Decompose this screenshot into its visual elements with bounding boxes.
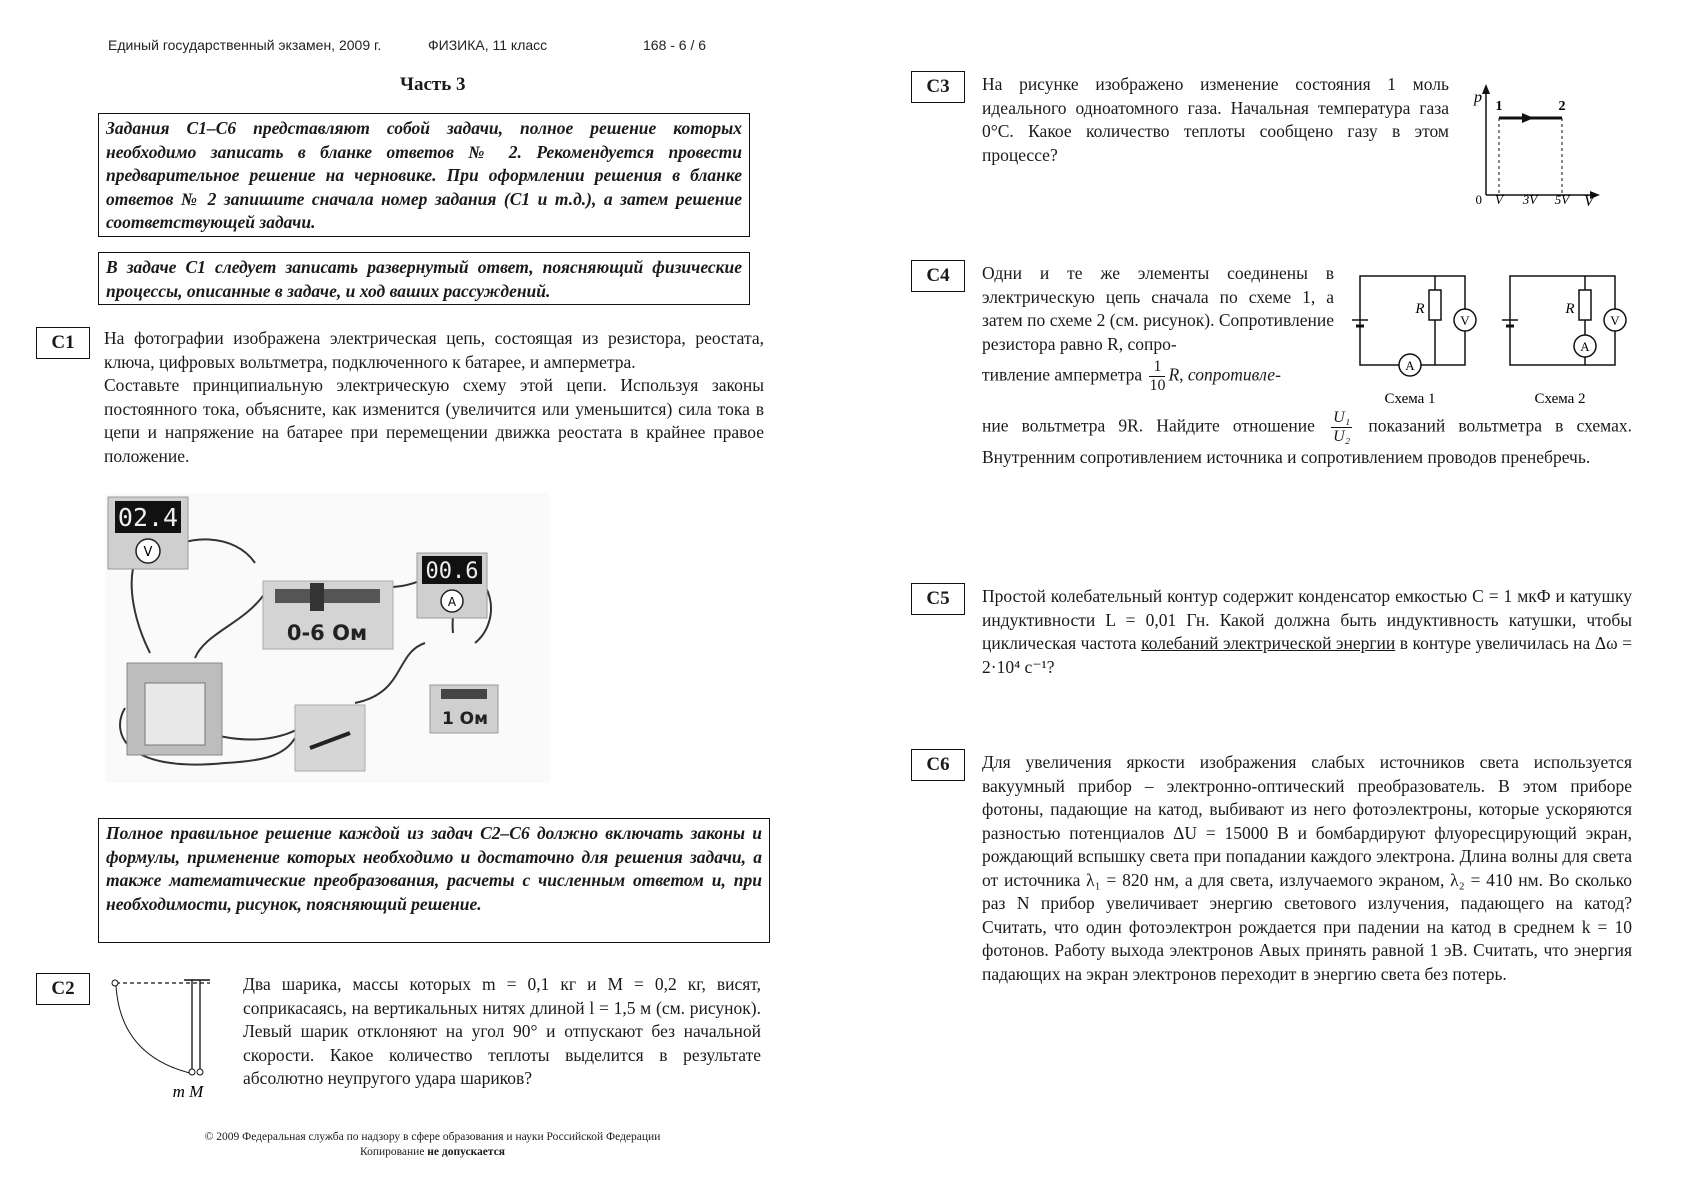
circuit-schemes (1350, 268, 1635, 410)
origin-label: 0 (1475, 192, 1482, 207)
footer-copy-pre: Копирование (359, 1146, 428, 1158)
part-title: Часть 3 (400, 74, 466, 95)
task-c4-c-post: показаний вольтметра в схемах. Внутренним сопротивлением источника и сопротивлением проводов пренебречь. (982, 415, 1633, 467)
task-c4-b-pre: тивление амперметра (982, 364, 1143, 385)
task-c1-paragraph-1: На фотографии изображена электрическая цепь, состоящая из резистора, реостата, ключа, цифровых вольтметра, подключенного к батарее, и амперметра. (104, 328, 764, 372)
fraction-2-num: U₁ (1333, 409, 1351, 426)
ammeter-symbol: A (447, 595, 457, 609)
ball-M (197, 1069, 203, 1075)
instruction-box-3: Полное правильное решение каждой из задач С2–С6 должно включать законы и формулы, применение которых необходимо и достаточно для решения задачи, а также математические преобразования, расчеты с численным ответом и, при необходимости, рисунок, поясняющий решение. (98, 818, 770, 943)
task-c1-paragraph-2: Составьте принципиальную электрическую схему этой цепи. Используя законы постоянного тока, объясните, как изменится (увеличится или уменьшится) сила тока в цепи и напряжение на батарее при перемещении движка реостата в крайнее правое положение. (104, 375, 764, 466)
task-c4-text-c (982, 409, 1632, 470)
fraction-2-den: U₂ (1333, 428, 1351, 445)
p-axis-arrow (1482, 84, 1490, 94)
resistor-element (441, 689, 487, 699)
ball-deflected (112, 980, 118, 986)
task-label-c3: С3 (911, 71, 965, 103)
pendulum-figure (108, 975, 228, 1100)
task-label-c1: С1 (36, 327, 90, 359)
battery-cell (145, 683, 205, 745)
pendulum-masses-label: m M (172, 1082, 204, 1100)
ammeter-display: 00.6 (425, 559, 479, 584)
task-c4-text-b (982, 358, 1342, 395)
tick-5v: 5V (1554, 192, 1570, 207)
task-label-c4: С4 (911, 260, 965, 292)
scheme2-resistor-symbol: R (1565, 301, 1575, 317)
footer-copy-note (160, 1145, 705, 1160)
scheme-1-caption: Схема 1 (1384, 391, 1436, 407)
fraction-1-den: 10 (1149, 377, 1166, 394)
fraction-one-tenth (1149, 358, 1165, 395)
tick-3v: 3V (1522, 192, 1538, 207)
scheme2-voltmeter-symbol: V (1610, 313, 1620, 328)
task-label-c5: С5 (911, 583, 965, 615)
subject-title: ФИЗИКА, 11 класс (428, 37, 548, 53)
voltmeter-display: 02.4 (117, 503, 179, 532)
p-axis-label: p (1474, 89, 1482, 106)
swing-arc (116, 985, 190, 1073)
task-c1-text (104, 327, 764, 468)
scheme2-ammeter-symbol: A (1580, 339, 1590, 354)
scheme-2-caption: Схема 2 (1534, 391, 1586, 407)
scheme-2 (1502, 276, 1626, 365)
v-axis-label: V (1584, 193, 1594, 210)
task-c4-text-a: Одни и те же элементы соединены в электрическую цепь сначала по схеме 1, а затем по схеме 2 (см. рисунок). Сопротивление резистора равно R, сопро- (982, 263, 1334, 354)
key-body (295, 705, 365, 771)
task-c3-text: На рисунке изображено изменение состояния 1 моль идеального одноатомного газа. Начальная температура газа 0°С. Какое количество теплоты сообщено газу в этом процессе? (982, 74, 1449, 165)
rheostat-label: 0-6 Ом (286, 621, 368, 645)
tick-v: V (1495, 192, 1503, 207)
resistor-label: 1 Ом (441, 709, 489, 729)
task-c6-text: Для увеличения яркости изображения слабых источников света используется вакуумный прибор – электронно-оптический преобразователь. В этом приборе фотоны, падающие на катод, выбивают из него фотоэлектроны, которые ускоряются разностью потенциалов ΔU = 15000 В и бомбардируют флуоресцирующий экран, рождающий вспышку света при попадании каждого электрона. Длина волны для света от источника λ₁ = 820 нм, а для света, излучаемого экраном, λ₂ = 410 нм. Во сколько раз N прибор увеличивает энергию светового излучения, падающего на катод? Считать, что один фотоэлектрон рождается при падении на катод в среднем k = 10 фотонов. Работу выхода электронов Aвых принять равной 1 эВ. Считать, что энергия падающих на экран электронов переходит в энергию света без потерь. (982, 752, 1632, 984)
fraction-1-num: 1 (1149, 358, 1165, 377)
task-c5-underlined: колебаний электрической энергии (1141, 633, 1396, 653)
task-c2-text: Два шарика, массы которых m = 0,1 кг и M = 0,2 кг, висят, соприкасаясь, на вертикальных нитях длиной l = 1,5 м (см. рисунок). Левый шарик отклоняют на угол 90° и отпускают без начальной скорости. Какое количество теплоты выделится в результате абсолютно неупругого удара шариков? (243, 974, 761, 1088)
instruction-box-1: Задания С1–С6 представляют собой задачи, полное решение которых необходимо записать в бланке ответов № 2. Рекомендуется провести предварительное решение на черновике. При оформлении решения в бланке ответов № 2 запишите сначала номер задания (С1 и т.д.), а затем решение соответствующей задачи. (98, 113, 750, 237)
rheostat-slider (310, 583, 324, 611)
task-c5-post: в контуре увеличилась на Δω = 2·10⁴ с⁻¹? (982, 633, 1632, 677)
task-c5-text (982, 585, 1632, 679)
instruction-box-2: В задаче С1 следует записать развернутый ответ, поясняющий физические процессы, описанные в задаче, и ход ваших рассуждений. (98, 252, 750, 305)
process-arrow (1522, 113, 1534, 123)
page-number: 168 - 6 / 6 (643, 37, 707, 53)
rheostat-coil (275, 589, 380, 603)
task-c5-pre: Простой колебательный контур содержит конденсатор емкостью C = 1 мкФ и катушку индуктивности L = 0,01 Гн. Какой должна быть индуктивность катушки, чтобы циклическая частота (982, 586, 1632, 653)
scheme1-voltmeter-symbol: V (1460, 313, 1470, 328)
footer (160, 1130, 705, 1160)
task-c4-b-post: R, сопротивле- (1168, 364, 1281, 385)
footer-copyright: © 2009 Федеральная служба по надзору в сфере образования и науки Российской Федерации (204, 1131, 661, 1143)
circuit-photo-drawing (105, 493, 550, 783)
footer-copy-bold: не допускается (427, 1146, 506, 1158)
exam-title: Единый государственный экзамен, 2009 г. (108, 37, 382, 53)
point-2-label: 2 (1558, 99, 1566, 114)
ball-m (189, 1069, 195, 1075)
fraction-u1-u2 (1331, 409, 1352, 446)
pv-graph (1462, 80, 1602, 212)
circuit-photo (105, 493, 550, 783)
scheme1-resistor-symbol: R (1415, 301, 1425, 317)
task-label-c6: С6 (911, 749, 965, 781)
point-1-label: 1 (1495, 99, 1503, 114)
scheme1-ammeter-symbol: A (1405, 358, 1415, 373)
task-c4-c-pre: ние вольтметра 9R. Найдите отношение (982, 415, 1315, 436)
voltmeter-symbol: V (143, 545, 153, 560)
task-label-c2: С2 (36, 973, 90, 1005)
